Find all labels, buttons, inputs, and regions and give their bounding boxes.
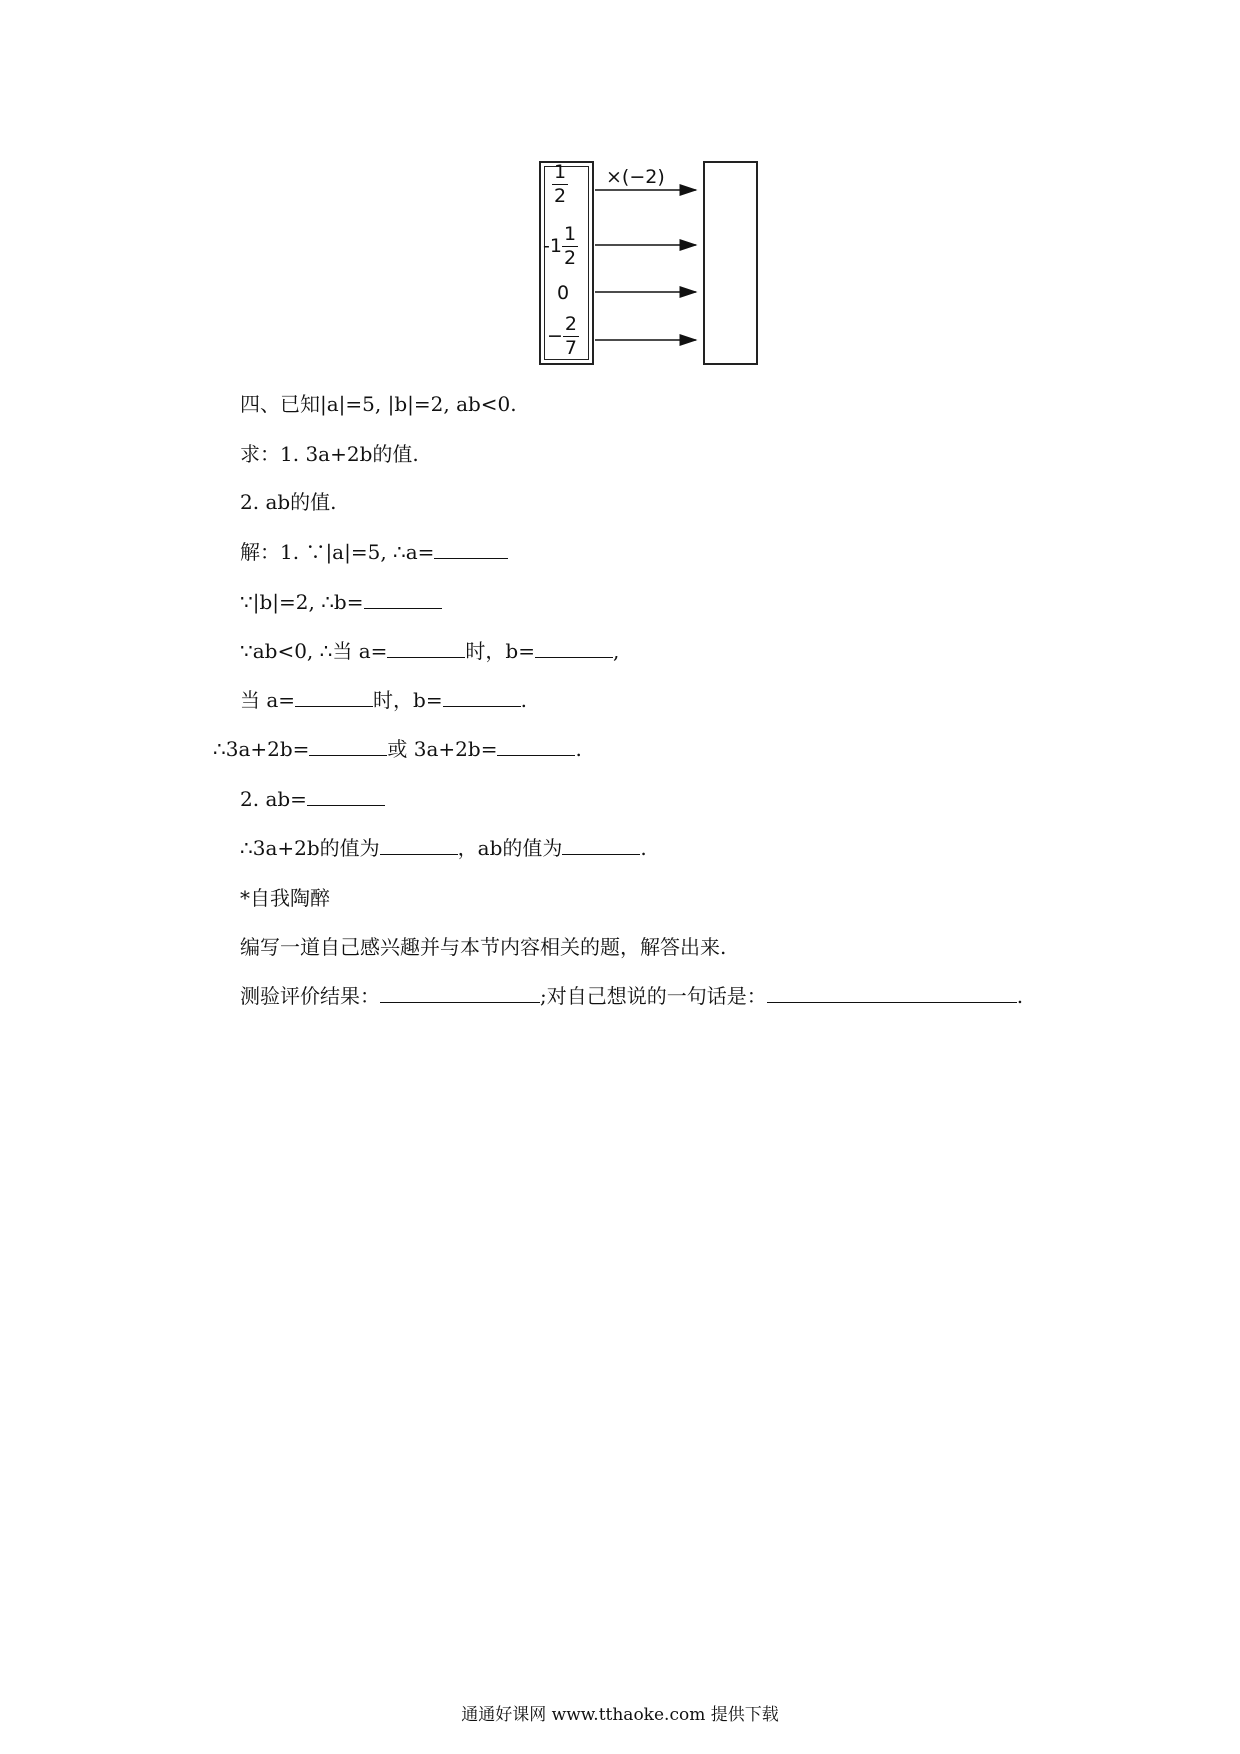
problem-ask-2: 2. ab的值. <box>240 490 337 514</box>
solution-line-6: 2. ab= <box>240 789 385 809</box>
message-blank[interactable] <box>767 986 1017 1003</box>
input-neg-one-half: -1 $\frac{1}{2}$ <box>543 223 577 269</box>
blank[interactable] <box>535 641 613 658</box>
problem-ask-1: 求：1. 3a+2b的值. <box>240 442 419 466</box>
blank[interactable] <box>497 739 575 756</box>
input-neg-two-sevenths: − $\frac{2}{7}$ <box>547 313 578 359</box>
input-zero: 0 <box>557 282 570 304</box>
self-evaluation: 测验评价结果： ;对自己想说的一句话是： . <box>240 984 1024 1008</box>
self-heading: *自我陶醉 <box>240 886 330 910</box>
blank[interactable] <box>309 739 387 756</box>
solution-line-2: ∵|b|=2, ∴b= <box>240 592 442 612</box>
blank[interactable] <box>364 592 442 609</box>
blank[interactable] <box>562 838 640 855</box>
arrows <box>0 0 1240 400</box>
blank[interactable] <box>380 838 458 855</box>
blank[interactable] <box>443 690 521 707</box>
problem-given: 四、已知|a|=5, |b|=2, ab<0. <box>240 392 517 416</box>
solution-line-5: ∴3a+2b= 或 3a+2b= . <box>213 737 582 761</box>
page-footer: 通通好课网 www.tthaoke.com 提供下载 <box>461 1705 779 1725</box>
solution-line-3: ∵ab<0, ∴当 a= 时，b= , <box>240 639 620 663</box>
solution-line-4: 当 a= 时，b= . <box>240 688 527 712</box>
input-half: $\frac{1}{2}$ <box>554 161 567 207</box>
self-task: 编写一道自己感兴趣并与本节内容相关的题，解答出来. <box>240 935 727 959</box>
blank[interactable] <box>295 690 373 707</box>
blank[interactable] <box>387 641 465 658</box>
solution-line-7: ∴3a+2b的值为 ，ab的值为 . <box>240 836 647 860</box>
evaluation-blank[interactable] <box>380 986 540 1003</box>
blank[interactable] <box>307 789 385 806</box>
blank[interactable] <box>434 542 508 559</box>
solution-line-1: 解：1. ∵|a|=5, ∴a= <box>240 542 508 562</box>
operation-label: ×(−2) <box>606 166 665 188</box>
